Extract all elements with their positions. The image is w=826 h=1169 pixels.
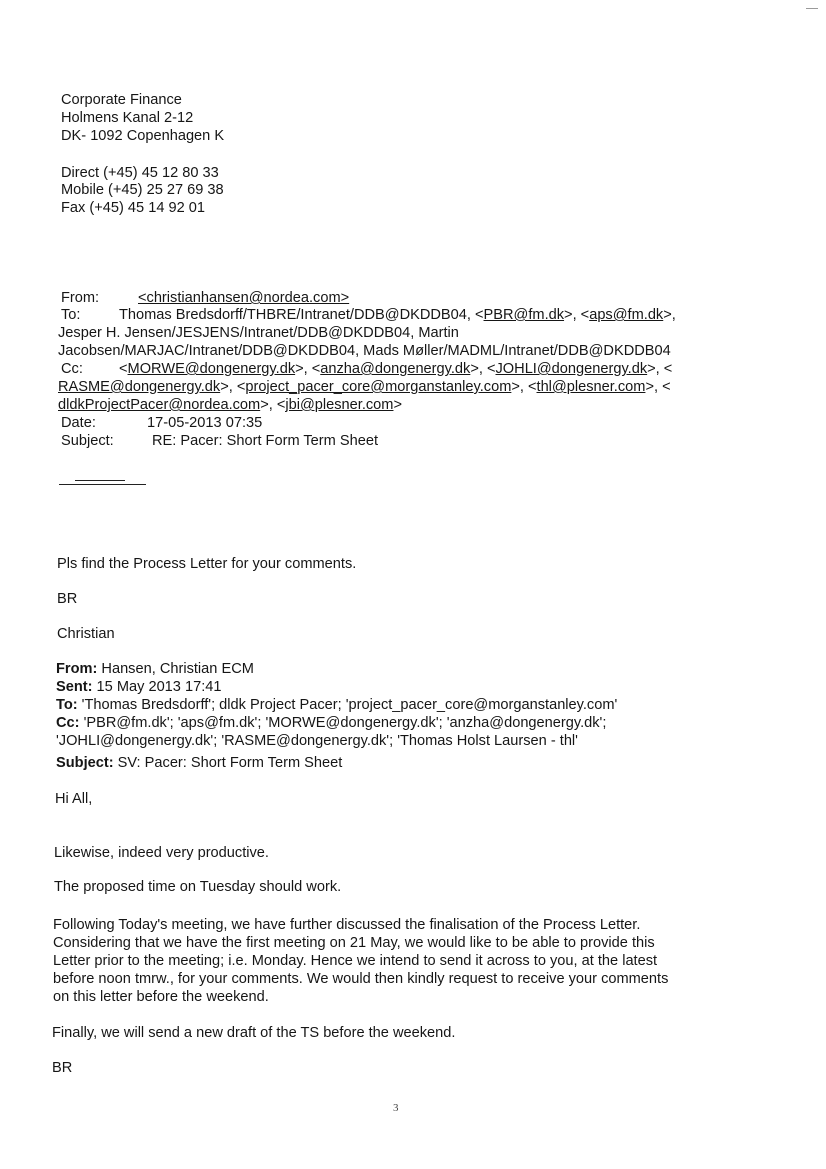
header2-to: To: 'Thomas Bredsdorff'; dldk Project Pacer; 'project_pacer_core@morganstanley.com' bbox=[56, 697, 618, 713]
greeting: Hi All, bbox=[55, 791, 93, 807]
scan-corner-mark bbox=[806, 8, 818, 9]
paragraph-3-line-1: Following Today's meeting, we have further discussed the finalisation of the Process Letter. bbox=[53, 917, 641, 933]
paragraph-2: The proposed time on Tuesday should work. bbox=[54, 879, 342, 895]
header1-cc-line-1: <MORWE@dongenergy.dk>, <anzha@dongenergy.dk>, <JOHLI@dongenergy.dk>, < bbox=[119, 361, 673, 377]
paragraph-4: Finally, we will send a new draft of the TS before the weekend. bbox=[52, 1025, 456, 1041]
address-line-1: Corporate Finance bbox=[61, 92, 182, 108]
header1-cc-label: Cc: bbox=[61, 361, 83, 377]
page-number: 3 bbox=[393, 1102, 399, 1114]
email-link[interactable]: dldkProjectPacer@nordea.com bbox=[58, 397, 261, 413]
separator-line bbox=[75, 480, 125, 481]
header1-to-label: To: bbox=[61, 307, 81, 323]
paragraph-3-line-5: on this letter before the weekend. bbox=[53, 989, 269, 1005]
header1-to-line-2: Jesper H. Jensen/JESJENS/Intranet/DDB@DKDDB04, Martin bbox=[58, 325, 459, 341]
header1-subject-label: Subject: bbox=[61, 433, 114, 449]
header2-subject: Subject: SV: Pacer: Short Form Term Sheet bbox=[56, 755, 343, 771]
reply-sign-name: Christian bbox=[57, 626, 115, 642]
header2-sent: Sent: 15 May 2013 17:41 bbox=[56, 679, 222, 695]
header1-cc-line-3: dldkProjectPacer@nordea.com>, <jbi@plesner.com> bbox=[58, 397, 402, 413]
separator-line bbox=[59, 484, 146, 485]
address-line-3: DK- 1092 Copenhagen K bbox=[61, 128, 225, 144]
address-line-2: Holmens Kanal 2-12 bbox=[61, 110, 194, 126]
paragraph-3-line-3: Letter prior to the meeting; i.e. Monday. Hence we intend to send it across to you, at the latest bbox=[53, 953, 658, 969]
email-link[interactable]: jbi@plesner.com bbox=[285, 397, 394, 413]
reply-sign-br: BR bbox=[57, 591, 78, 607]
paragraph-1: Likewise, indeed very productive. bbox=[54, 845, 269, 861]
header1-date-value: 17-05-2013 07:35 bbox=[147, 415, 263, 431]
email-link[interactable]: aps@fm.dk bbox=[589, 307, 664, 323]
email-link[interactable]: MORWE@dongenergy.dk bbox=[127, 361, 296, 377]
header1-from-label: From: bbox=[61, 290, 100, 306]
email-link[interactable]: project_pacer_core@morganstanley.com bbox=[245, 379, 512, 395]
email-link[interactable]: thl@plesner.com bbox=[536, 379, 646, 395]
email-link[interactable]: PBR@fm.dk bbox=[483, 307, 565, 323]
email-link[interactable]: anzha@dongenergy.dk bbox=[320, 361, 471, 377]
phone-fax: Fax (+45) 45 14 92 01 bbox=[61, 200, 206, 216]
email-link[interactable]: JOHLI@dongenergy.dk bbox=[495, 361, 648, 377]
header2-cc: Cc: 'PBR@fm.dk'; 'aps@fm.dk'; 'MORWE@dongenergy.dk'; 'anzha@dongenergy.dk'; bbox=[56, 715, 607, 731]
header1-subject-value: RE: Pacer: Short Form Term Sheet bbox=[152, 433, 379, 449]
header1-cc-line-2: RASME@dongenergy.dk>, <project_pacer_core@morganstanley.com>, <thl@plesner.com>, < bbox=[58, 379, 671, 395]
closing-br: BR bbox=[52, 1060, 73, 1076]
header1-to-line-3: Jacobsen/MARJAC/Intranet/DDB@DKDDB04, Mads Møller/MADML/Intranet/DDB@DKDDB04 bbox=[58, 343, 671, 359]
header1-date-label: Date: bbox=[61, 415, 96, 431]
phone-direct: Direct (+45) 45 12 80 33 bbox=[61, 165, 219, 181]
phone-mobile: Mobile (+45) 25 27 69 38 bbox=[61, 182, 224, 198]
reply-body-line: Pls find the Process Letter for your comments. bbox=[57, 556, 357, 572]
header1-to-line-1: Thomas Bredsdorff/THBRE/Intranet/DDB@DKDDB04, <PBR@fm.dk>, <aps@fm.dk>, bbox=[119, 307, 676, 323]
header2-from: From: Hansen, Christian ECM bbox=[56, 661, 254, 677]
paragraph-3-line-2: Considering that we have the first meeting on 21 May, we would like to be able to provide this bbox=[53, 935, 655, 951]
header2-cc-line-2: 'JOHLI@dongenergy.dk'; 'RASME@dongenergy.dk'; 'Thomas Holst Laursen - thl' bbox=[56, 733, 578, 749]
header1-from-value[interactable]: <christianhansen@nordea.com> bbox=[138, 290, 350, 306]
paragraph-3-line-4: before noon tmrw., for your comments. We would then kindly request to receive your comments bbox=[53, 971, 669, 987]
email-link[interactable]: RASME@dongenergy.dk bbox=[58, 379, 221, 395]
